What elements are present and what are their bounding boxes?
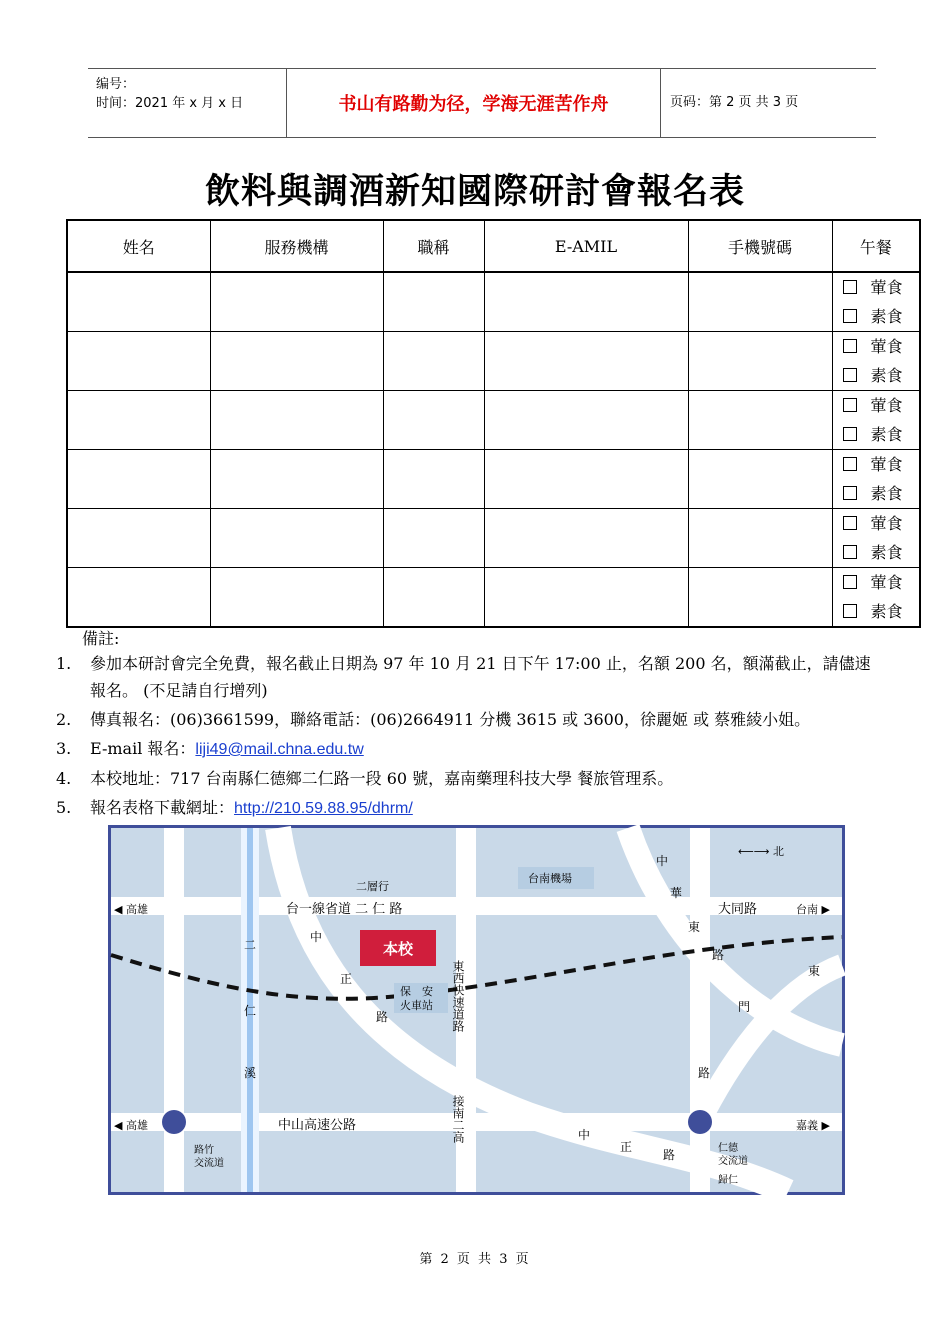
title-cell[interactable] bbox=[383, 450, 484, 509]
checkbox[interactable] bbox=[843, 339, 857, 353]
name-cell[interactable] bbox=[67, 450, 210, 509]
label-zhongzheng2-2: 正 bbox=[620, 1140, 633, 1154]
label-zhongzheng2-3: 路 bbox=[663, 1148, 676, 1162]
organization-cell[interactable] bbox=[210, 450, 383, 509]
lunch-option-veg[interactable]: 素食 bbox=[843, 361, 920, 390]
table-row bbox=[67, 391, 920, 450]
email-cell[interactable] bbox=[484, 272, 688, 332]
label-zhongzheng-1: 中 bbox=[310, 930, 323, 944]
school-label: 本校 bbox=[382, 940, 414, 958]
form-title: 飲料與調酒新知國際研討會報名表 bbox=[204, 171, 745, 212]
table-row bbox=[67, 272, 920, 332]
header-motto: 书山有路勤为径，学海无涯苦作舟 bbox=[287, 69, 661, 137]
lunch-option-veg[interactable]: 素食 bbox=[843, 479, 920, 508]
lunch-cell bbox=[832, 272, 920, 332]
col-header-title: 職稱 bbox=[383, 220, 484, 272]
organization-cell[interactable] bbox=[210, 391, 383, 450]
location-map bbox=[108, 825, 845, 1195]
list-item: 2. 傳真報名：(06)3661599，聯絡電話：(06)2664911 分機 3615 或 3600，徐麗姬 或 蔡雅綾小姐。 bbox=[56, 710, 811, 729]
label-chiayi: 嘉義 ▶ bbox=[796, 1119, 830, 1132]
lunch-option-veg[interactable]: 素食 bbox=[843, 420, 920, 449]
mobile-cell[interactable] bbox=[688, 568, 832, 628]
checkbox[interactable] bbox=[843, 486, 857, 500]
download-link[interactable]: http://210.59.88.95/dhrm/ bbox=[234, 800, 413, 817]
name-cell[interactable] bbox=[67, 391, 210, 450]
mobile-cell[interactable] bbox=[688, 332, 832, 391]
mobile-cell[interactable] bbox=[688, 391, 832, 450]
north-label: ⟵⟶ 北 bbox=[738, 845, 785, 858]
header-meta bbox=[88, 69, 287, 137]
list-item: 5. 報名表格下載網址：http://210.59.88.95/dhrm/ bbox=[56, 798, 413, 817]
title-cell[interactable] bbox=[383, 332, 484, 391]
notes-label: 備註: bbox=[82, 629, 120, 648]
header-page-info: 页码：第 2 页 共 3 页 bbox=[670, 95, 799, 110]
label-zhongzheng2-1: 中 bbox=[578, 1128, 591, 1142]
label-tainan: 台南 ▶ bbox=[796, 903, 830, 916]
organization-cell[interactable] bbox=[210, 509, 383, 568]
email-link[interactable]: liji49@mail.chna.edu.tw bbox=[195, 741, 364, 758]
lunch-option-veg[interactable]: 素食 bbox=[843, 538, 920, 567]
label-zhongzheng-3: 路 bbox=[376, 1010, 389, 1024]
lunch-cell bbox=[832, 568, 920, 628]
registration-table bbox=[66, 219, 921, 628]
label-expressway: 東西快速道路 bbox=[451, 960, 465, 1032]
label-luzhu-1: 路竹 bbox=[194, 1145, 214, 1156]
email-cell[interactable] bbox=[484, 568, 688, 628]
mobile-cell[interactable] bbox=[688, 272, 832, 332]
label-kaohsiung: ◀ 高雄 bbox=[114, 903, 148, 916]
title-cell[interactable] bbox=[383, 391, 484, 450]
label-zhongzheng-2: 正 bbox=[340, 972, 353, 986]
lunch-option-veg[interactable]: 素食 bbox=[843, 302, 920, 331]
table-row bbox=[67, 332, 920, 391]
number-label: 编号： bbox=[96, 77, 136, 92]
checkbox[interactable] bbox=[843, 280, 857, 294]
lunch-cell bbox=[832, 391, 920, 450]
mobile-cell[interactable] bbox=[688, 450, 832, 509]
lunch-cell bbox=[832, 450, 920, 509]
email-cell[interactable] bbox=[484, 332, 688, 391]
table-row bbox=[67, 450, 920, 509]
label-zhongshan: 中山高速公路 bbox=[278, 1118, 357, 1133]
organization-cell[interactable] bbox=[210, 568, 383, 628]
lunch-option-meat[interactable]: 葷食 bbox=[843, 273, 920, 302]
checkbox[interactable] bbox=[843, 575, 857, 589]
table-row bbox=[67, 509, 920, 568]
interchange-rende bbox=[688, 1110, 712, 1134]
label-zhonghua-3: 東 bbox=[688, 920, 701, 934]
title-cell[interactable] bbox=[383, 568, 484, 628]
mobile-cell[interactable] bbox=[688, 509, 832, 568]
checkbox[interactable] bbox=[843, 516, 857, 530]
name-cell[interactable] bbox=[67, 509, 210, 568]
page-footer: 第 2 页 共 3 页 bbox=[419, 1252, 531, 1267]
email-cell[interactable] bbox=[484, 509, 688, 568]
list-item: 4. 本校地址：717 台南縣仁德鄉二仁路一段 60 號，嘉南藥理科技大學 餐旅管理系。 bbox=[56, 769, 674, 788]
organization-cell[interactable] bbox=[210, 332, 383, 391]
list-item: 1. 參加本研討會完全免費，報名截止日期為 97 年 10 月 21 日下午 17:00 止，名額 200 名，額滿截止，請儘速報名。 (不足請自行增列) bbox=[56, 654, 871, 700]
col-header-lunch: 午餐 bbox=[832, 220, 920, 272]
checkbox[interactable] bbox=[843, 604, 857, 618]
checkbox[interactable] bbox=[843, 457, 857, 471]
label-river-2: 仁 bbox=[244, 1004, 257, 1018]
email-cell[interactable] bbox=[484, 450, 688, 509]
label-zhonghua-4: 路 bbox=[712, 948, 725, 962]
organization-cell[interactable] bbox=[210, 272, 383, 332]
lunch-option-meat[interactable]: 葷食 bbox=[843, 391, 920, 420]
label-airport: 台南機場 bbox=[528, 872, 572, 885]
label-kaohsiung-2: ◀ 高雄 bbox=[114, 1119, 148, 1132]
checkbox[interactable] bbox=[843, 398, 857, 412]
title-cell[interactable] bbox=[383, 509, 484, 568]
label-datong: 大同路 bbox=[718, 902, 758, 917]
label-dongmen-2: 門 bbox=[738, 1000, 751, 1014]
label-river-3: 溪 bbox=[244, 1066, 257, 1080]
label-rende-1: 仁德 bbox=[718, 1143, 738, 1154]
list-item: 3. E-mail 報名：liji49@mail.chna.edu.tw bbox=[56, 739, 364, 758]
checkbox[interactable] bbox=[843, 309, 857, 323]
email-cell[interactable] bbox=[484, 391, 688, 450]
col-header-mobile: 手機號碼 bbox=[688, 220, 832, 272]
label-station-2: 火車站 bbox=[400, 999, 433, 1012]
label-dongmen-3: 路 bbox=[698, 1066, 711, 1080]
label-dongmen-1: 東 bbox=[808, 964, 821, 978]
table-row bbox=[67, 568, 920, 628]
label-zhonghua-2: 華 bbox=[670, 886, 683, 900]
label-guiren: 歸仁 bbox=[718, 1175, 738, 1186]
interchange-luzhu bbox=[162, 1110, 186, 1134]
title-cell[interactable] bbox=[383, 272, 484, 332]
label-erceng: 二層行 bbox=[356, 880, 389, 893]
label-river-1: 二 bbox=[244, 938, 257, 952]
lunch-option-meat[interactable]: 葷食 bbox=[843, 509, 920, 538]
col-header-email: E-AMIL bbox=[484, 220, 688, 272]
lunch-option-meat[interactable]: 葷食 bbox=[843, 568, 920, 597]
lunch-option-meat[interactable]: 葷食 bbox=[843, 450, 920, 479]
lunch-option-meat[interactable]: 葷食 bbox=[843, 332, 920, 361]
notes-list bbox=[56, 650, 886, 824]
table-header-row bbox=[67, 220, 920, 272]
name-cell[interactable] bbox=[67, 332, 210, 391]
lunch-option-veg[interactable]: 素食 bbox=[843, 597, 920, 626]
label-luzhu-2: 交流道 bbox=[194, 1158, 224, 1169]
lunch-cell bbox=[832, 332, 920, 391]
label-zhonghua-1: 中 bbox=[656, 854, 669, 868]
label-connect: 接南二高 bbox=[451, 1095, 465, 1143]
label-station-1: 保 安 bbox=[400, 985, 433, 998]
checkbox[interactable] bbox=[843, 427, 857, 441]
name-cell[interactable] bbox=[67, 272, 210, 332]
lunch-cell bbox=[832, 509, 920, 568]
label-rende-2: 交流道 bbox=[718, 1156, 748, 1167]
col-header-organization: 服務機構 bbox=[210, 220, 383, 272]
time-label: 时间：2021 年 x 月 x 日 bbox=[96, 96, 244, 111]
page-header bbox=[88, 68, 876, 138]
checkbox[interactable] bbox=[843, 368, 857, 382]
checkbox[interactable] bbox=[843, 545, 857, 559]
name-cell[interactable] bbox=[67, 568, 210, 628]
label-tai1: 台一線省道 二 仁 路 bbox=[286, 902, 403, 917]
col-header-name: 姓名 bbox=[67, 220, 210, 272]
map-background bbox=[110, 827, 844, 1194]
